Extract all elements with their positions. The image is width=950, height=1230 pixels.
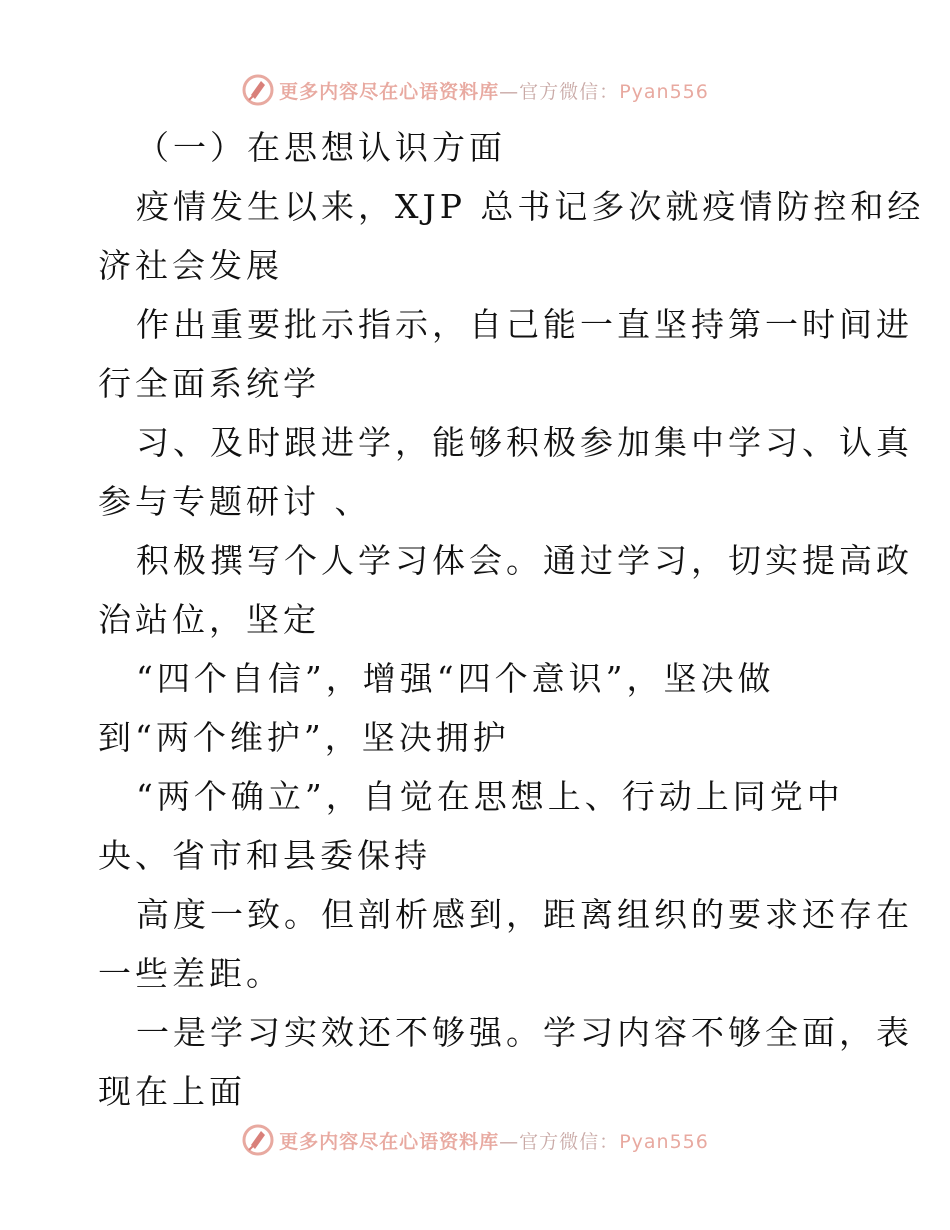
text-line: 济社会发展: [98, 246, 283, 285]
watermark-logo-icon: [241, 73, 275, 107]
watermark-text-main: 更多内容尽在心语资料库: [279, 1130, 500, 1153]
document-body: [98, 118, 925, 1121]
watermark-text: [279, 77, 709, 104]
watermark-text-id: Pyan556: [619, 80, 709, 103]
text-line: 作出重要批示指示，自己能一直坚持第一时间进: [136, 305, 913, 344]
text-line: 疫情发生以来，XJP 总书记多次就疫情防控和经: [136, 187, 925, 226]
text-line: 一些差距。: [98, 954, 283, 993]
watermark-text-wechat: —官方微信：: [499, 80, 620, 103]
text-line: “两个确立”，自觉在思想上、行动上同党中: [136, 777, 844, 816]
text-line: 习、及时跟进学，能够积极参加集中学习、认真: [136, 423, 913, 462]
text-line: “四个自信”，增强“四个意识”，坚决做: [136, 659, 775, 698]
text-line: 一是学习实效还不够强。学习内容不够全面，表: [136, 1013, 913, 1052]
text-line: 积极撰写个人学习体会。通过学习，切实提高政: [136, 541, 913, 580]
watermark-text-wechat: —官方微信：: [499, 1130, 620, 1153]
watermark-logo-icon: [241, 1123, 275, 1157]
watermark-footer: [0, 1120, 950, 1160]
watermark-text-main: 更多内容尽在心语资料库: [279, 80, 500, 103]
watermark-text-id: Pyan556: [619, 1130, 709, 1153]
text-line: 央、省市和县委保持: [98, 836, 431, 875]
text-line: （一）在思想认识方面: [136, 128, 506, 167]
text-line: 治站位，坚定: [98, 600, 320, 639]
text-line: 到“两个维护”，坚决拥护: [98, 718, 510, 757]
text-line: 行全面系统学: [98, 364, 320, 403]
text-line: 参与专题研讨 、: [98, 482, 372, 521]
watermark-header: [0, 70, 950, 110]
text-line: 现在上面: [98, 1072, 246, 1111]
watermark-text: [279, 1127, 709, 1154]
text-line: 高度一致。但剖析感到，距离组织的要求还存在: [136, 895, 913, 934]
